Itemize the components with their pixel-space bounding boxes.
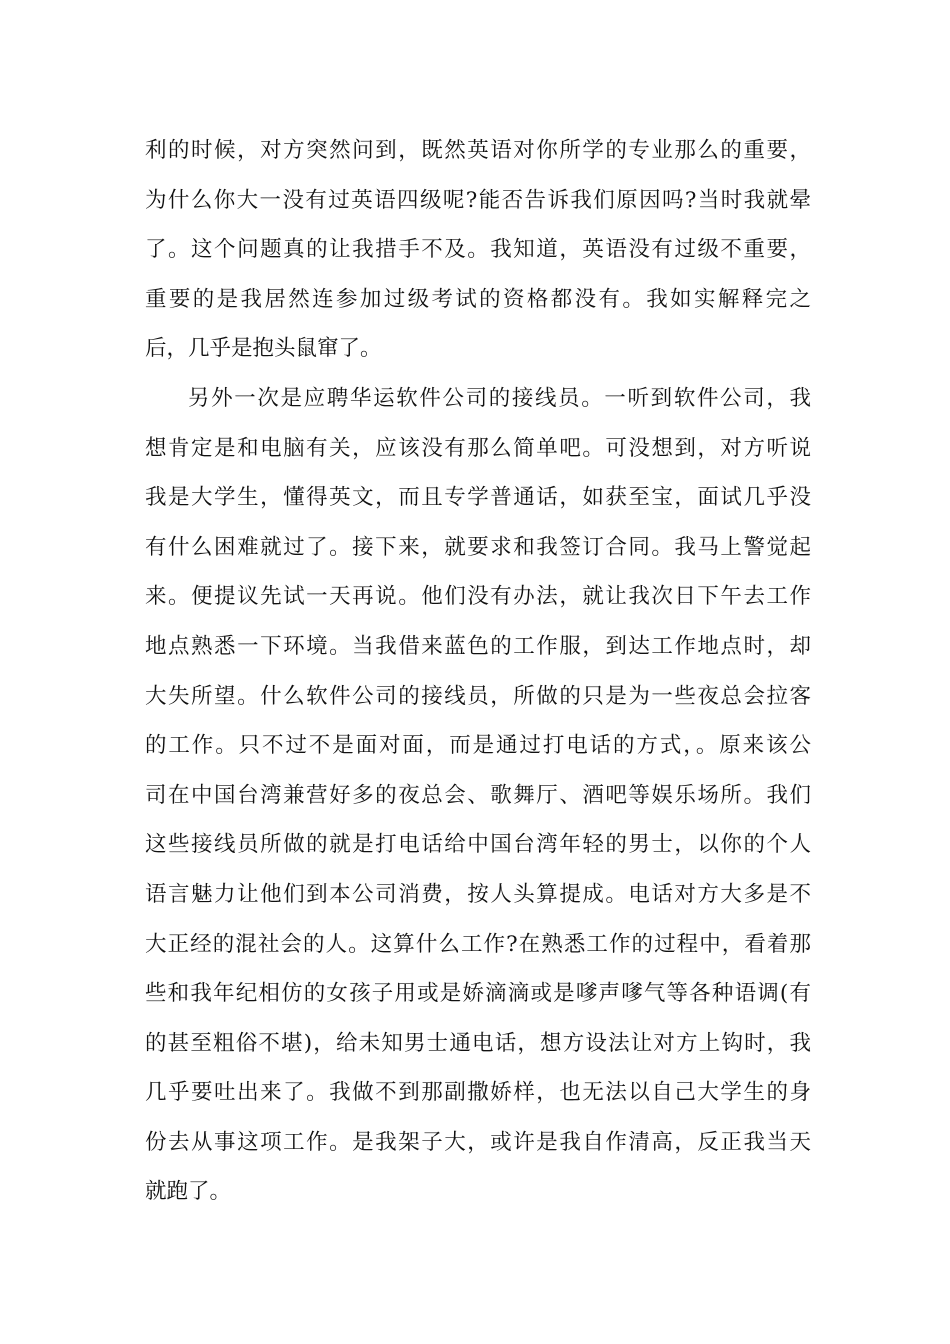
text-line: 份去从事这项工作。是我架子大，或许是我自作清高，反正我当天 bbox=[145, 1129, 811, 1155]
text-line: 些和我年纪相仿的女孩子用或是娇滴滴或是嗲声嗲气等各种语调(有 bbox=[145, 981, 811, 1007]
text-line: 语言魅力让他们到本公司消费，按人头算提成。电话对方大多是不 bbox=[145, 881, 811, 907]
text-line: 后，几乎是抱头鼠窜了。 bbox=[145, 336, 382, 362]
text-line: 的甚至粗俗不堪)，给未知男士通电话，想方设法让对方上钩时，我 bbox=[145, 1030, 811, 1056]
paragraph-2 bbox=[145, 374, 811, 1217]
text-line: 想肯定是和电脑有关，应该没有那么简单吧。可没想到，对方听说 bbox=[145, 435, 811, 461]
text-line: 的工作。只不过不是面对面，而是通过打电话的方式，。原来该公 bbox=[145, 733, 811, 759]
text-line: 有什么困难就过了。接下来，就要求和我签订合同。我马上警觉起 bbox=[145, 534, 811, 560]
text-line: 我是大学生，懂得英文，而且专学普通话，如获至宝，面试几乎没 bbox=[145, 485, 811, 511]
text-line: 大正经的混社会的人。这算什么工作?在熟悉工作的过程中，看着那 bbox=[145, 931, 811, 957]
text-line: 地点熟悉一下环境。当我借来蓝色的工作服，到达工作地点时，却 bbox=[145, 633, 811, 659]
text-line: 就跑了。 bbox=[145, 1179, 232, 1205]
text-line: 了。这个问题真的让我措手不及。我知道，英语没有过级不重要， bbox=[145, 237, 811, 263]
text-line: 重要的是我居然连参加过级考试的资格都没有。我如实解释完之 bbox=[145, 286, 811, 312]
text-line: 利的时候，对方突然问到，既然英语对你所学的专业那么的重要， bbox=[145, 138, 811, 163]
text-line: 另外一次是应聘华运软件公司的接线员。一听到软件公司，我 bbox=[188, 385, 811, 411]
text-line: 来。便提议先试一天再说。他们没有办法，就让我次日下午去工作 bbox=[145, 584, 811, 610]
text-line: 大失所望。什么软件公司的接线员，所做的只是为一些夜总会拉客 bbox=[145, 683, 811, 709]
text-line: 司在中国台湾兼营好多的夜总会、歌舞厅、酒吧等娱乐场所。我们 bbox=[145, 782, 811, 808]
body-text bbox=[145, 126, 811, 1217]
text-line: 几乎要吐出来了。我做不到那副撒娇样，也无法以自己大学生的身 bbox=[145, 1080, 811, 1106]
paragraph-1 bbox=[145, 126, 811, 374]
text-line: 为什么你大一没有过英语四级呢?能否告诉我们原因吗?当时我就晕 bbox=[145, 187, 811, 213]
text-line: 这些接线员所做的就是打电话给中国台湾年轻的男士，以你的个人 bbox=[145, 832, 811, 858]
